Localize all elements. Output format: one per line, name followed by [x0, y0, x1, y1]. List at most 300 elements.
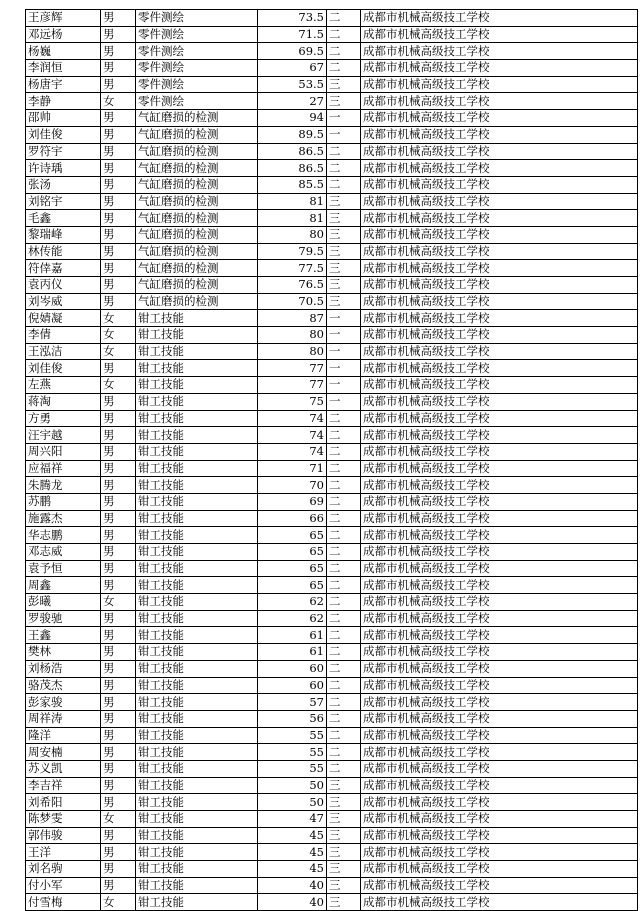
gender-cell: 男 — [101, 110, 136, 127]
school-cell: 成都市机械高级技工学校 — [361, 160, 638, 177]
gender-cell: 男 — [101, 260, 136, 277]
score-cell: 55 — [258, 727, 327, 744]
gender-cell: 男 — [101, 193, 136, 210]
school-cell: 成都市机械高级技工学校 — [361, 343, 638, 360]
score-cell: 50 — [258, 777, 327, 794]
gender-cell: 男 — [101, 443, 136, 460]
school-cell: 成都市机械高级技工学校 — [361, 794, 638, 811]
level-cell: 三 — [327, 811, 361, 828]
level-cell: 三 — [327, 277, 361, 294]
table-row — [26, 360, 638, 377]
gender-cell: 女 — [101, 594, 136, 611]
score-cell: 57 — [258, 694, 327, 711]
gender-cell: 男 — [101, 510, 136, 527]
project-cell: 钳工技能 — [136, 894, 258, 911]
gender-cell: 女 — [101, 93, 136, 110]
gender-cell: 男 — [101, 794, 136, 811]
project-cell: 钳工技能 — [136, 544, 258, 561]
project-cell: 钳工技能 — [136, 594, 258, 611]
gender-cell: 男 — [101, 527, 136, 544]
score-cell: 70 — [258, 477, 327, 494]
level-cell: 二 — [327, 760, 361, 777]
gender-cell: 女 — [101, 343, 136, 360]
score-cell: 81 — [258, 210, 327, 227]
table-row — [26, 544, 638, 561]
score-cell: 47 — [258, 811, 327, 828]
level-cell: 三 — [327, 844, 361, 861]
gender-cell: 男 — [101, 610, 136, 627]
gender-cell: 男 — [101, 226, 136, 243]
score-cell: 62 — [258, 610, 327, 627]
score-cell: 77 — [258, 360, 327, 377]
project-cell: 零件测绘 — [136, 93, 258, 110]
table-row — [26, 777, 638, 794]
level-cell: 三 — [327, 226, 361, 243]
student-name-cell: 邵帅 — [26, 110, 101, 127]
table-row — [26, 193, 638, 210]
score-cell: 65 — [258, 527, 327, 544]
school-cell: 成都市机械高级技工学校 — [361, 777, 638, 794]
gender-cell: 男 — [101, 627, 136, 644]
student-name-cell: 周鑫 — [26, 577, 101, 594]
level-cell: 二 — [327, 677, 361, 694]
table-row — [26, 443, 638, 460]
gender-cell: 女 — [101, 327, 136, 344]
table-row — [26, 260, 638, 277]
school-cell: 成都市机械高级技工学校 — [361, 126, 638, 143]
level-cell: 二 — [327, 443, 361, 460]
student-name-cell: 许诗瑀 — [26, 160, 101, 177]
project-cell: 钳工技能 — [136, 443, 258, 460]
table-row — [26, 143, 638, 160]
score-cell: 74 — [258, 427, 327, 444]
level-cell: 三 — [327, 777, 361, 794]
level-cell: 三 — [327, 861, 361, 878]
table-row — [26, 477, 638, 494]
student-name-cell: 周安楠 — [26, 744, 101, 761]
score-cell: 85.5 — [258, 176, 327, 193]
gender-cell: 男 — [101, 677, 136, 694]
project-cell: 气缸磨损的检测 — [136, 243, 258, 260]
table-row — [26, 760, 638, 777]
gender-cell: 男 — [101, 10, 136, 27]
project-cell: 钳工技能 — [136, 377, 258, 394]
score-cell: 71.5 — [258, 26, 327, 43]
score-cell: 77.5 — [258, 260, 327, 277]
gender-cell: 男 — [101, 76, 136, 93]
level-cell: 二 — [327, 143, 361, 160]
school-cell: 成都市机械高级技工学校 — [361, 43, 638, 60]
school-cell: 成都市机械高级技工学校 — [361, 594, 638, 611]
project-cell: 钳工技能 — [136, 310, 258, 327]
student-name-cell: 刘岑威 — [26, 293, 101, 310]
table-row — [26, 744, 638, 761]
score-cell: 69 — [258, 493, 327, 510]
score-cell: 40 — [258, 877, 327, 894]
level-cell: 二 — [327, 544, 361, 561]
school-cell: 成都市机械高级技工学校 — [361, 627, 638, 644]
project-cell: 钳工技能 — [136, 727, 258, 744]
project-cell: 钳工技能 — [136, 527, 258, 544]
table-row — [26, 560, 638, 577]
gender-cell: 男 — [101, 861, 136, 878]
gender-cell: 男 — [101, 577, 136, 594]
gender-cell: 男 — [101, 493, 136, 510]
gender-cell: 男 — [101, 877, 136, 894]
school-cell: 成都市机械高级技工学校 — [361, 377, 638, 394]
gender-cell: 男 — [101, 277, 136, 294]
project-cell: 钳工技能 — [136, 477, 258, 494]
student-name-cell: 王彦辉 — [26, 10, 101, 27]
gender-cell: 男 — [101, 427, 136, 444]
score-cell: 89.5 — [258, 126, 327, 143]
level-cell: 二 — [327, 694, 361, 711]
student-name-cell: 袁予恒 — [26, 560, 101, 577]
school-cell: 成都市机械高级技工学校 — [361, 677, 638, 694]
project-cell: 钳工技能 — [136, 493, 258, 510]
student-name-cell: 骆茂杰 — [26, 677, 101, 694]
project-cell: 钳工技能 — [136, 811, 258, 828]
school-cell: 成都市机械高级技工学校 — [361, 744, 638, 761]
school-cell: 成都市机械高级技工学校 — [361, 260, 638, 277]
gender-cell: 男 — [101, 410, 136, 427]
project-cell: 钳工技能 — [136, 560, 258, 577]
level-cell: 二 — [327, 410, 361, 427]
student-name-cell: 汪宇越 — [26, 427, 101, 444]
table-row — [26, 510, 638, 527]
table-row — [26, 610, 638, 627]
table-row — [26, 794, 638, 811]
student-name-cell: 罗骏驰 — [26, 610, 101, 627]
score-cell: 67 — [258, 60, 327, 77]
level-cell: 二 — [327, 510, 361, 527]
project-cell: 钳工技能 — [136, 360, 258, 377]
student-name-cell: 彭曦 — [26, 594, 101, 611]
level-cell: 二 — [327, 477, 361, 494]
school-cell: 成都市机械高级技工学校 — [361, 193, 638, 210]
project-cell: 钳工技能 — [136, 694, 258, 711]
level-cell: 三 — [327, 877, 361, 894]
school-cell: 成都市机械高级技工学校 — [361, 760, 638, 777]
gender-cell: 男 — [101, 760, 136, 777]
level-cell: 二 — [327, 727, 361, 744]
school-cell: 成都市机械高级技工学校 — [361, 143, 638, 160]
gender-cell: 男 — [101, 660, 136, 677]
student-name-cell: 方勇 — [26, 410, 101, 427]
gender-cell: 男 — [101, 26, 136, 43]
school-cell: 成都市机械高级技工学校 — [361, 410, 638, 427]
school-cell: 成都市机械高级技工学校 — [361, 877, 638, 894]
student-name-cell: 左燕 — [26, 377, 101, 394]
gender-cell: 男 — [101, 744, 136, 761]
school-cell: 成都市机械高级技工学校 — [361, 427, 638, 444]
project-cell: 气缸磨损的检测 — [136, 126, 258, 143]
gender-cell: 男 — [101, 43, 136, 60]
score-cell: 81 — [258, 193, 327, 210]
gender-cell: 男 — [101, 727, 136, 744]
school-cell: 成都市机械高级技工学校 — [361, 577, 638, 594]
student-name-cell: 倪婧凝 — [26, 310, 101, 327]
project-cell: 钳工技能 — [136, 744, 258, 761]
gender-cell: 女 — [101, 811, 136, 828]
gender-cell: 男 — [101, 60, 136, 77]
project-cell: 钳工技能 — [136, 393, 258, 410]
level-cell: 一 — [327, 110, 361, 127]
level-cell: 二 — [327, 627, 361, 644]
level-cell: 二 — [327, 160, 361, 177]
school-cell: 成都市机械高级技工学校 — [361, 811, 638, 828]
score-cell: 80 — [258, 343, 327, 360]
school-cell: 成都市机械高级技工学校 — [361, 76, 638, 93]
table-row — [26, 393, 638, 410]
student-name-cell: 杨巍 — [26, 43, 101, 60]
results-table-body — [26, 10, 638, 911]
level-cell: 一 — [327, 343, 361, 360]
school-cell: 成都市机械高级技工学校 — [361, 26, 638, 43]
table-row — [26, 26, 638, 43]
student-name-cell: 王泓洁 — [26, 343, 101, 360]
project-cell: 零件测绘 — [136, 60, 258, 77]
project-cell: 气缸磨损的检测 — [136, 210, 258, 227]
score-cell: 61 — [258, 644, 327, 661]
level-cell: 二 — [327, 43, 361, 60]
table-row — [26, 10, 638, 27]
score-cell: 65 — [258, 577, 327, 594]
level-cell: 三 — [327, 210, 361, 227]
score-cell: 56 — [258, 710, 327, 727]
student-name-cell: 施露杰 — [26, 510, 101, 527]
level-cell: 三 — [327, 894, 361, 911]
gender-cell: 男 — [101, 544, 136, 561]
table-row — [26, 243, 638, 260]
score-cell: 65 — [258, 544, 327, 561]
table-row — [26, 894, 638, 911]
table-row — [26, 877, 638, 894]
table-row — [26, 694, 638, 711]
project-cell: 钳工技能 — [136, 760, 258, 777]
school-cell: 成都市机械高级技工学校 — [361, 460, 638, 477]
score-cell: 77 — [258, 377, 327, 394]
school-cell: 成都市机械高级技工学校 — [361, 226, 638, 243]
school-cell: 成都市机械高级技工学校 — [361, 176, 638, 193]
student-name-cell: 袁丙仪 — [26, 277, 101, 294]
score-cell: 74 — [258, 410, 327, 427]
gender-cell: 男 — [101, 827, 136, 844]
student-name-cell: 周祥涛 — [26, 710, 101, 727]
level-cell: 二 — [327, 744, 361, 761]
gender-cell: 男 — [101, 176, 136, 193]
school-cell: 成都市机械高级技工学校 — [361, 310, 638, 327]
table-row — [26, 60, 638, 77]
student-name-cell: 郭伟骏 — [26, 827, 101, 844]
school-cell: 成都市机械高级技工学校 — [361, 644, 638, 661]
student-name-cell: 王鑫 — [26, 627, 101, 644]
score-cell: 71 — [258, 460, 327, 477]
student-name-cell: 李润恒 — [26, 60, 101, 77]
student-name-cell: 樊林 — [26, 644, 101, 661]
level-cell: 二 — [327, 594, 361, 611]
level-cell: 三 — [327, 827, 361, 844]
student-name-cell: 华志鹏 — [26, 527, 101, 544]
table-row — [26, 427, 638, 444]
score-cell: 60 — [258, 677, 327, 694]
project-cell: 钳工技能 — [136, 677, 258, 694]
level-cell: 二 — [327, 60, 361, 77]
score-cell: 65 — [258, 560, 327, 577]
student-name-cell: 罗符宇 — [26, 143, 101, 160]
level-cell: 三 — [327, 193, 361, 210]
score-cell: 80 — [258, 327, 327, 344]
level-cell: 一 — [327, 310, 361, 327]
project-cell: 气缸磨损的检测 — [136, 193, 258, 210]
table-row — [26, 310, 638, 327]
student-name-cell: 李吉祥 — [26, 777, 101, 794]
school-cell: 成都市机械高级技工学校 — [361, 210, 638, 227]
school-cell: 成都市机械高级技工学校 — [361, 827, 638, 844]
student-name-cell: 应福祥 — [26, 460, 101, 477]
student-name-cell: 苏义凯 — [26, 760, 101, 777]
gender-cell: 男 — [101, 160, 136, 177]
gender-cell: 男 — [101, 777, 136, 794]
project-cell: 钳工技能 — [136, 410, 258, 427]
school-cell: 成都市机械高级技工学校 — [361, 393, 638, 410]
project-cell: 钳工技能 — [136, 660, 258, 677]
level-cell: 二 — [327, 660, 361, 677]
table-row — [26, 160, 638, 177]
project-cell: 气缸磨损的检测 — [136, 160, 258, 177]
project-cell: 气缸磨损的检测 — [136, 260, 258, 277]
project-cell: 气缸磨损的检测 — [136, 226, 258, 243]
project-cell: 钳工技能 — [136, 844, 258, 861]
school-cell: 成都市机械高级技工学校 — [361, 660, 638, 677]
school-cell: 成都市机械高级技工学校 — [361, 861, 638, 878]
project-cell: 气缸磨损的检测 — [136, 143, 258, 160]
level-cell: 三 — [327, 293, 361, 310]
score-cell: 53.5 — [258, 76, 327, 93]
gender-cell: 男 — [101, 143, 136, 160]
school-cell: 成都市机械高级技工学校 — [361, 360, 638, 377]
score-cell: 45 — [258, 827, 327, 844]
project-cell: 钳工技能 — [136, 794, 258, 811]
table-row — [26, 827, 638, 844]
score-cell: 66 — [258, 510, 327, 527]
score-cell: 55 — [258, 744, 327, 761]
school-cell: 成都市机械高级技工学校 — [361, 477, 638, 494]
score-cell: 60 — [258, 660, 327, 677]
level-cell: 三 — [327, 243, 361, 260]
level-cell: 二 — [327, 176, 361, 193]
table-row — [26, 76, 638, 93]
school-cell: 成都市机械高级技工学校 — [361, 327, 638, 344]
score-cell: 50 — [258, 794, 327, 811]
table-row — [26, 277, 638, 294]
score-cell: 73.5 — [258, 10, 327, 27]
project-cell: 钳工技能 — [136, 710, 258, 727]
gender-cell: 男 — [101, 694, 136, 711]
school-cell: 成都市机械高级技工学校 — [361, 510, 638, 527]
project-cell: 气缸磨损的检测 — [136, 176, 258, 193]
score-cell: 79.5 — [258, 243, 327, 260]
level-cell: 三 — [327, 93, 361, 110]
student-name-cell: 朱腾龙 — [26, 477, 101, 494]
school-cell: 成都市机械高级技工学校 — [361, 60, 638, 77]
school-cell: 成都市机械高级技工学校 — [361, 293, 638, 310]
project-cell: 钳工技能 — [136, 610, 258, 627]
gender-cell: 男 — [101, 360, 136, 377]
table-row — [26, 677, 638, 694]
score-cell: 27 — [258, 93, 327, 110]
student-name-cell: 苏鹏 — [26, 493, 101, 510]
table-row — [26, 627, 638, 644]
level-cell: 二 — [327, 26, 361, 43]
table-row — [26, 343, 638, 360]
level-cell: 一 — [327, 377, 361, 394]
level-cell: 二 — [327, 527, 361, 544]
student-name-cell: 邓志威 — [26, 544, 101, 561]
table-row — [26, 460, 638, 477]
school-cell: 成都市机械高级技工学校 — [361, 443, 638, 460]
table-row — [26, 126, 638, 143]
table-row — [26, 327, 638, 344]
table-row — [26, 727, 638, 744]
level-cell: 一 — [327, 360, 361, 377]
score-cell: 45 — [258, 844, 327, 861]
level-cell: 一 — [327, 126, 361, 143]
gender-cell: 男 — [101, 393, 136, 410]
gender-cell: 男 — [101, 293, 136, 310]
table-row — [26, 210, 638, 227]
school-cell: 成都市机械高级技工学校 — [361, 560, 638, 577]
student-name-cell: 付雪梅 — [26, 894, 101, 911]
student-name-cell: 刘希阳 — [26, 794, 101, 811]
student-name-cell: 刘佳俊 — [26, 360, 101, 377]
score-cell: 61 — [258, 627, 327, 644]
school-cell: 成都市机械高级技工学校 — [361, 894, 638, 911]
student-name-cell: 邓远杨 — [26, 26, 101, 43]
project-cell: 钳工技能 — [136, 460, 258, 477]
gender-cell: 男 — [101, 477, 136, 494]
gender-cell: 男 — [101, 844, 136, 861]
level-cell: 二 — [327, 460, 361, 477]
student-name-cell: 刘佳俊 — [26, 126, 101, 143]
level-cell: 一 — [327, 327, 361, 344]
gender-cell: 男 — [101, 243, 136, 260]
gender-cell: 女 — [101, 377, 136, 394]
project-cell: 钳工技能 — [136, 327, 258, 344]
project-cell: 钳工技能 — [136, 861, 258, 878]
gender-cell: 女 — [101, 894, 136, 911]
gender-cell: 男 — [101, 644, 136, 661]
level-cell: 三 — [327, 794, 361, 811]
school-cell: 成都市机械高级技工学校 — [361, 10, 638, 27]
student-name-cell: 刘铭宇 — [26, 193, 101, 210]
project-cell: 气缸磨损的检测 — [136, 277, 258, 294]
table-row — [26, 176, 638, 193]
student-name-cell: 林传能 — [26, 243, 101, 260]
school-cell: 成都市机械高级技工学校 — [361, 694, 638, 711]
school-cell: 成都市机械高级技工学校 — [361, 277, 638, 294]
student-name-cell: 周兴阳 — [26, 443, 101, 460]
student-name-cell: 付小军 — [26, 877, 101, 894]
level-cell: 二 — [327, 610, 361, 627]
score-cell: 69.5 — [258, 43, 327, 60]
school-cell: 成都市机械高级技工学校 — [361, 844, 638, 861]
student-name-cell: 彭家骏 — [26, 694, 101, 711]
table-row — [26, 293, 638, 310]
table-row — [26, 844, 638, 861]
project-cell: 钳工技能 — [136, 577, 258, 594]
student-name-cell: 刘名驹 — [26, 861, 101, 878]
